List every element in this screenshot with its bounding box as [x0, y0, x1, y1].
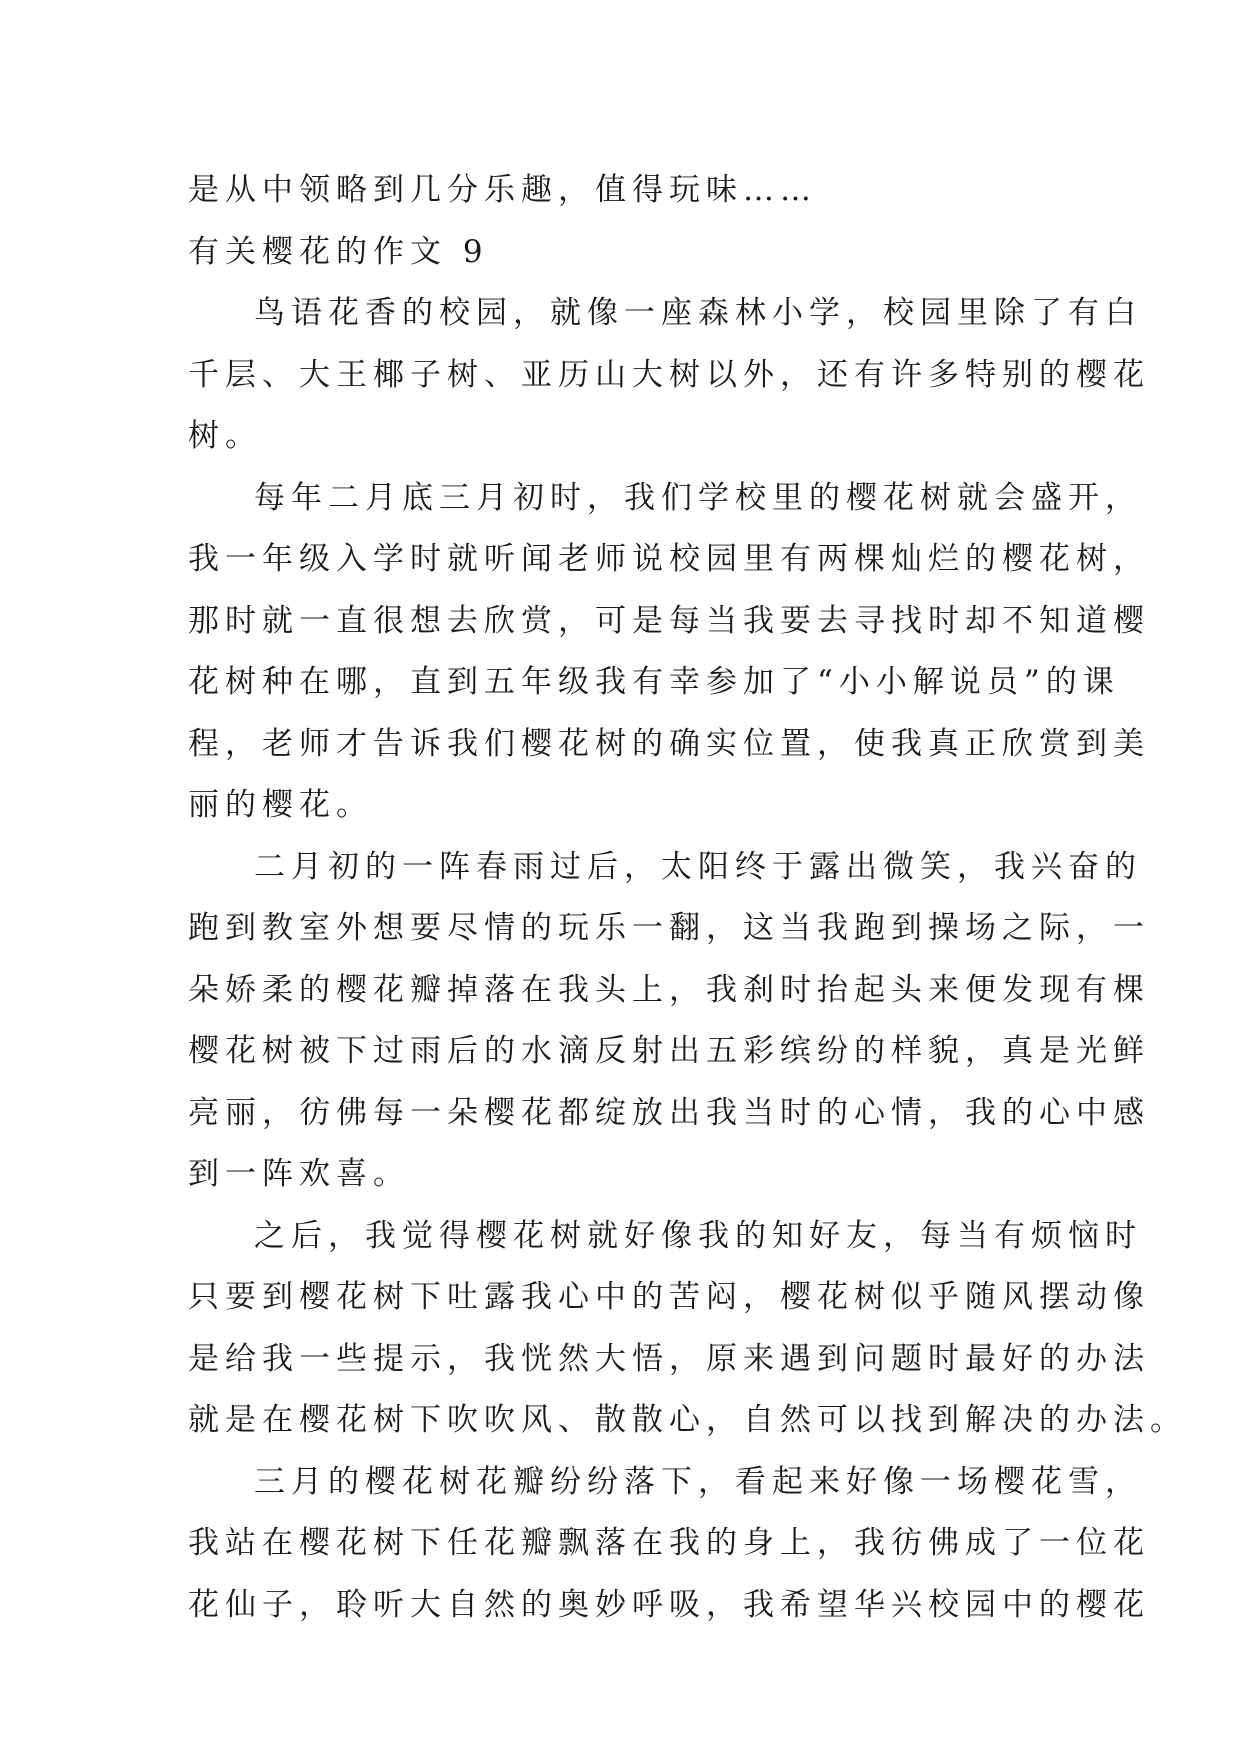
text-line: 跑到教室外想要尽情的玩乐一翻，这当我跑到操场之际，一 — [188, 910, 1150, 946]
text-line: 那时就一直很想去欣赏，可是每当我要去寻找时却不知道樱 — [188, 602, 1150, 639]
paragraph-start-line: 三月的樱花树花瓣纷纷落下，看起来好像一场樱花雪， — [254, 1463, 1142, 1500]
text-line: 亮丽，彷佛每一朵樱花都绽放出我当时的心情，我的心中感 — [188, 1094, 1150, 1131]
paragraph-start-line: 二月初的一阵春雨过后，太阳终于露出微笑，我兴奋的 — [254, 848, 1142, 885]
text-line: 千层、大王椰子树、亚历山大树以外，还有许多特别的樱花 — [188, 356, 1150, 393]
text-line: 树。 — [188, 418, 262, 454]
text-line: 是给我一些提示，我恍然大悟，原来遇到问题时最好的办法 — [188, 1340, 1150, 1377]
text-line: 就是在樱花树下吹吹风、散散心，自然可以找到解决的办法。 — [188, 1402, 1187, 1438]
text-line: 我站在樱花树下任花瓣飘落在我的身上，我彷佛成了一位花 — [188, 1525, 1150, 1561]
text-line: 花树种在哪，直到五年级我有幸参加了“小小解说员”的课 — [188, 664, 1120, 700]
text-line: 我一年级入学时就听闻老师说校园里有两棵灿烂的樱花树， — [188, 541, 1150, 577]
document-body — [188, 160, 1187, 1636]
paragraph-start-line: 之后，我觉得樱花树就好像我的知好友，每当有烦恼时 — [254, 1217, 1142, 1254]
paragraph-start-line: 鸟语花香的校园，就像一座森林小学，校园里除了有白 — [254, 295, 1142, 331]
paragraph-start-line: 每年二月底三月初时，我们学校里的樱花树就会盛开， — [254, 479, 1142, 516]
text-line: 到一阵欢喜。 — [188, 1156, 410, 1192]
text-line: 程，老师才告诉我们樱花树的确实位置，使我真正欣赏到美 — [188, 725, 1150, 762]
text-line: 樱花树被下过雨后的水滴反射出五彩缤纷的样貌，真是光鲜 — [188, 1033, 1150, 1069]
text-line: 花仙子，聆听大自然的奥妙呼吸，我希望华兴校园中的樱花 — [188, 1586, 1150, 1623]
text-line: 只要到樱花树下吐露我心中的苦闷，樱花树似乎随风摆动像 — [188, 1279, 1150, 1315]
text-line: 朵娇柔的樱花瓣掉落在我头上，我刹时抬起头来便发现有棵 — [188, 971, 1150, 1008]
essay-title: 有关樱花的作文 9 — [188, 233, 489, 270]
text-line: 是从中领略到几分乐趣，值得玩味…… — [188, 172, 817, 208]
text-line: 丽的樱花。 — [188, 787, 373, 823]
